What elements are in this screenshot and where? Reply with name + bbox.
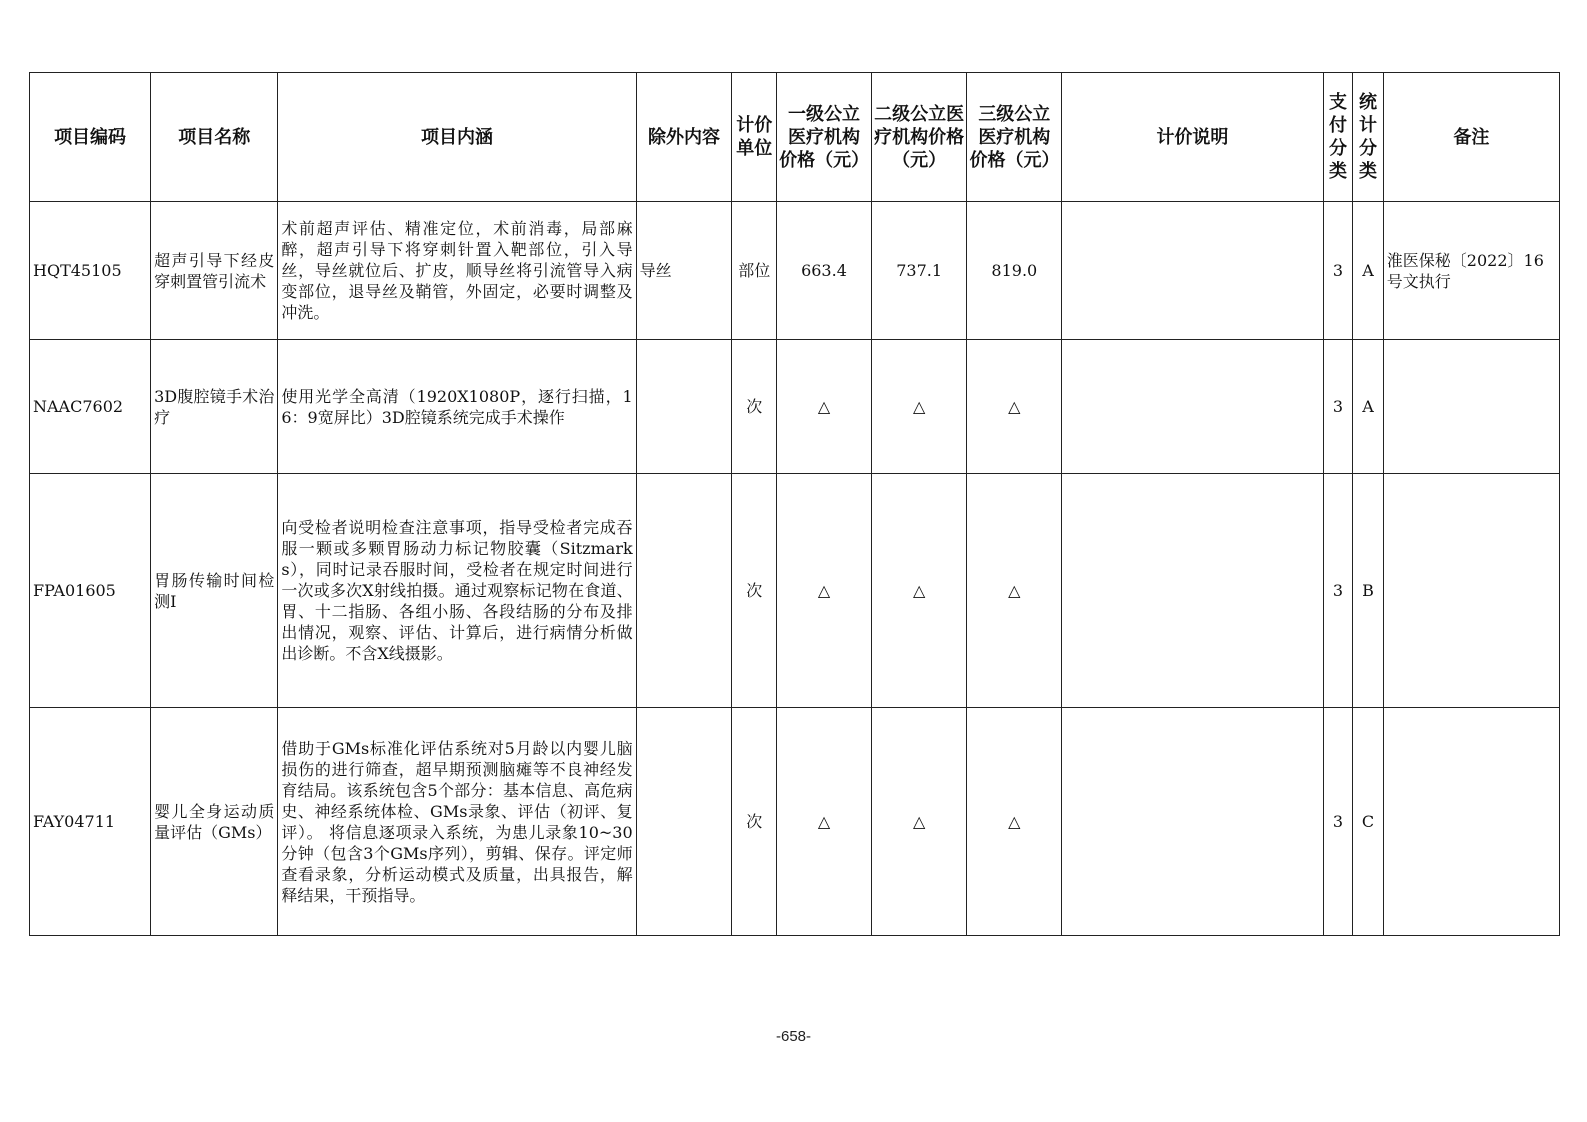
- header-name: 项目名称: [151, 73, 278, 202]
- header-price-level-2: 二级公立医疗机构价格（元）: [871, 73, 967, 202]
- header-price-level-1: 一级公立医疗机构价格（元）: [777, 73, 872, 202]
- item-unit: 部位: [732, 202, 777, 340]
- header-code: 项目编码: [30, 73, 151, 202]
- item-stat-class: C: [1353, 708, 1384, 936]
- item-name: 超声引导下经皮穿刺置管引流术: [151, 202, 278, 340]
- item-excluded: 导丝: [636, 202, 732, 340]
- item-remarks: [1383, 708, 1559, 936]
- header-price-level-3: 三级公立医疗机构价格（元）: [967, 73, 1062, 202]
- item-name: 胃肠传输时间检测Ⅰ: [151, 474, 278, 708]
- item-price-level-1: △: [777, 474, 872, 708]
- item-excluded: [636, 340, 732, 474]
- item-pay-class: 3: [1323, 474, 1353, 708]
- item-unit: 次: [732, 340, 777, 474]
- item-explanation: [1062, 708, 1324, 936]
- item-name: 婴儿全身运动质量评估（GMs）: [151, 708, 278, 936]
- item-code: FPA01605: [30, 474, 151, 708]
- item-remarks: [1383, 474, 1559, 708]
- table-row: [30, 340, 1560, 474]
- item-content: 借助于GMs标准化评估系统对5月龄以内婴儿脑损伤的进行筛查，超早期预测脑瘫等不良神经发育结局。该系统包含5个部分：基本信息、高危病史、神经系统体检、GMs录象、评估（初评、复评）。 将信息逐项录入系统，为患儿录象10~30分钟（包含3个GMs序列），剪辑、保存。评定师查看录象，分析运动模式及质量，出具报告，解释结果，干预指导。: [278, 708, 636, 936]
- header-pay-class: 支付分类: [1323, 73, 1353, 202]
- header-excluded: 除外内容: [636, 73, 732, 202]
- item-remarks: 淮医保秘〔2022〕16号文执行: [1383, 202, 1559, 340]
- item-name: 3D腹腔镜手术治疗: [151, 340, 278, 474]
- item-price-level-3: △: [967, 474, 1062, 708]
- header-stat-class: 统计分类: [1353, 73, 1384, 202]
- item-stat-class: B: [1353, 474, 1384, 708]
- item-excluded: [636, 474, 732, 708]
- item-stat-class: A: [1353, 340, 1384, 474]
- item-price-level-1: △: [777, 340, 872, 474]
- item-pay-class: 3: [1323, 708, 1353, 936]
- item-price-level-3: 819.0: [967, 202, 1062, 340]
- item-content: 术前超声评估、精准定位，术前消毒，局部麻醉，超声引导下将穿刺针置入靶部位，引入导丝，导丝就位后、扩皮，顺导丝将引流管导入病变部位，退导丝及鞘管，外固定，必要时调整及冲洗。: [278, 202, 636, 340]
- item-excluded: [636, 708, 732, 936]
- item-price-level-1: △: [777, 708, 872, 936]
- item-code: HQT45105: [30, 202, 151, 340]
- item-price-level-1: 663.4: [777, 202, 872, 340]
- table-header-row: [30, 73, 1560, 202]
- item-content: 向受检者说明检查注意事项，指导受检者完成吞服一颗或多颗胃肠动力标记物胶囊（Sitzmarks），同时记录吞服时间，受检者在规定时间进行一次或多次X射线拍摄。通过观察标记物在食道、胃、十二指肠、各组小肠、各段结肠的分布及排出情况，观察、评估、计算后，进行病情分析做出诊断。不含X线摄影。: [278, 474, 636, 708]
- item-price-level-2: △: [871, 708, 967, 936]
- table-row: [30, 708, 1560, 936]
- item-pay-class: 3: [1323, 340, 1353, 474]
- item-price-level-2: △: [871, 340, 967, 474]
- item-explanation: [1062, 340, 1324, 474]
- item-price-level-3: △: [967, 708, 1062, 936]
- header-explanation: 计价说明: [1062, 73, 1324, 202]
- item-content: 使用光学全高清（1920X1080P，逐行扫描，16：9宽屏比）3D腔镜系统完成手术操作: [278, 340, 636, 474]
- item-price-level-2: △: [871, 474, 967, 708]
- item-unit: 次: [732, 474, 777, 708]
- item-price-level-3: △: [967, 340, 1062, 474]
- item-unit: 次: [732, 708, 777, 936]
- item-pay-class: 3: [1323, 202, 1353, 340]
- table-row: [30, 474, 1560, 708]
- item-code: FAY04711: [30, 708, 151, 936]
- item-price-level-2: 737.1: [871, 202, 967, 340]
- item-explanation: [1062, 474, 1324, 708]
- page-number: -658-: [775, 1028, 812, 1045]
- header-unit: 计价单位: [732, 73, 777, 202]
- price-table: [29, 72, 1560, 936]
- header-remarks: 备注: [1383, 73, 1559, 202]
- item-stat-class: A: [1353, 202, 1384, 340]
- item-explanation: [1062, 202, 1324, 340]
- header-content: 项目内涵: [278, 73, 636, 202]
- item-remarks: [1383, 340, 1559, 474]
- item-code: NAAC7602: [30, 340, 151, 474]
- table-row: [30, 202, 1560, 340]
